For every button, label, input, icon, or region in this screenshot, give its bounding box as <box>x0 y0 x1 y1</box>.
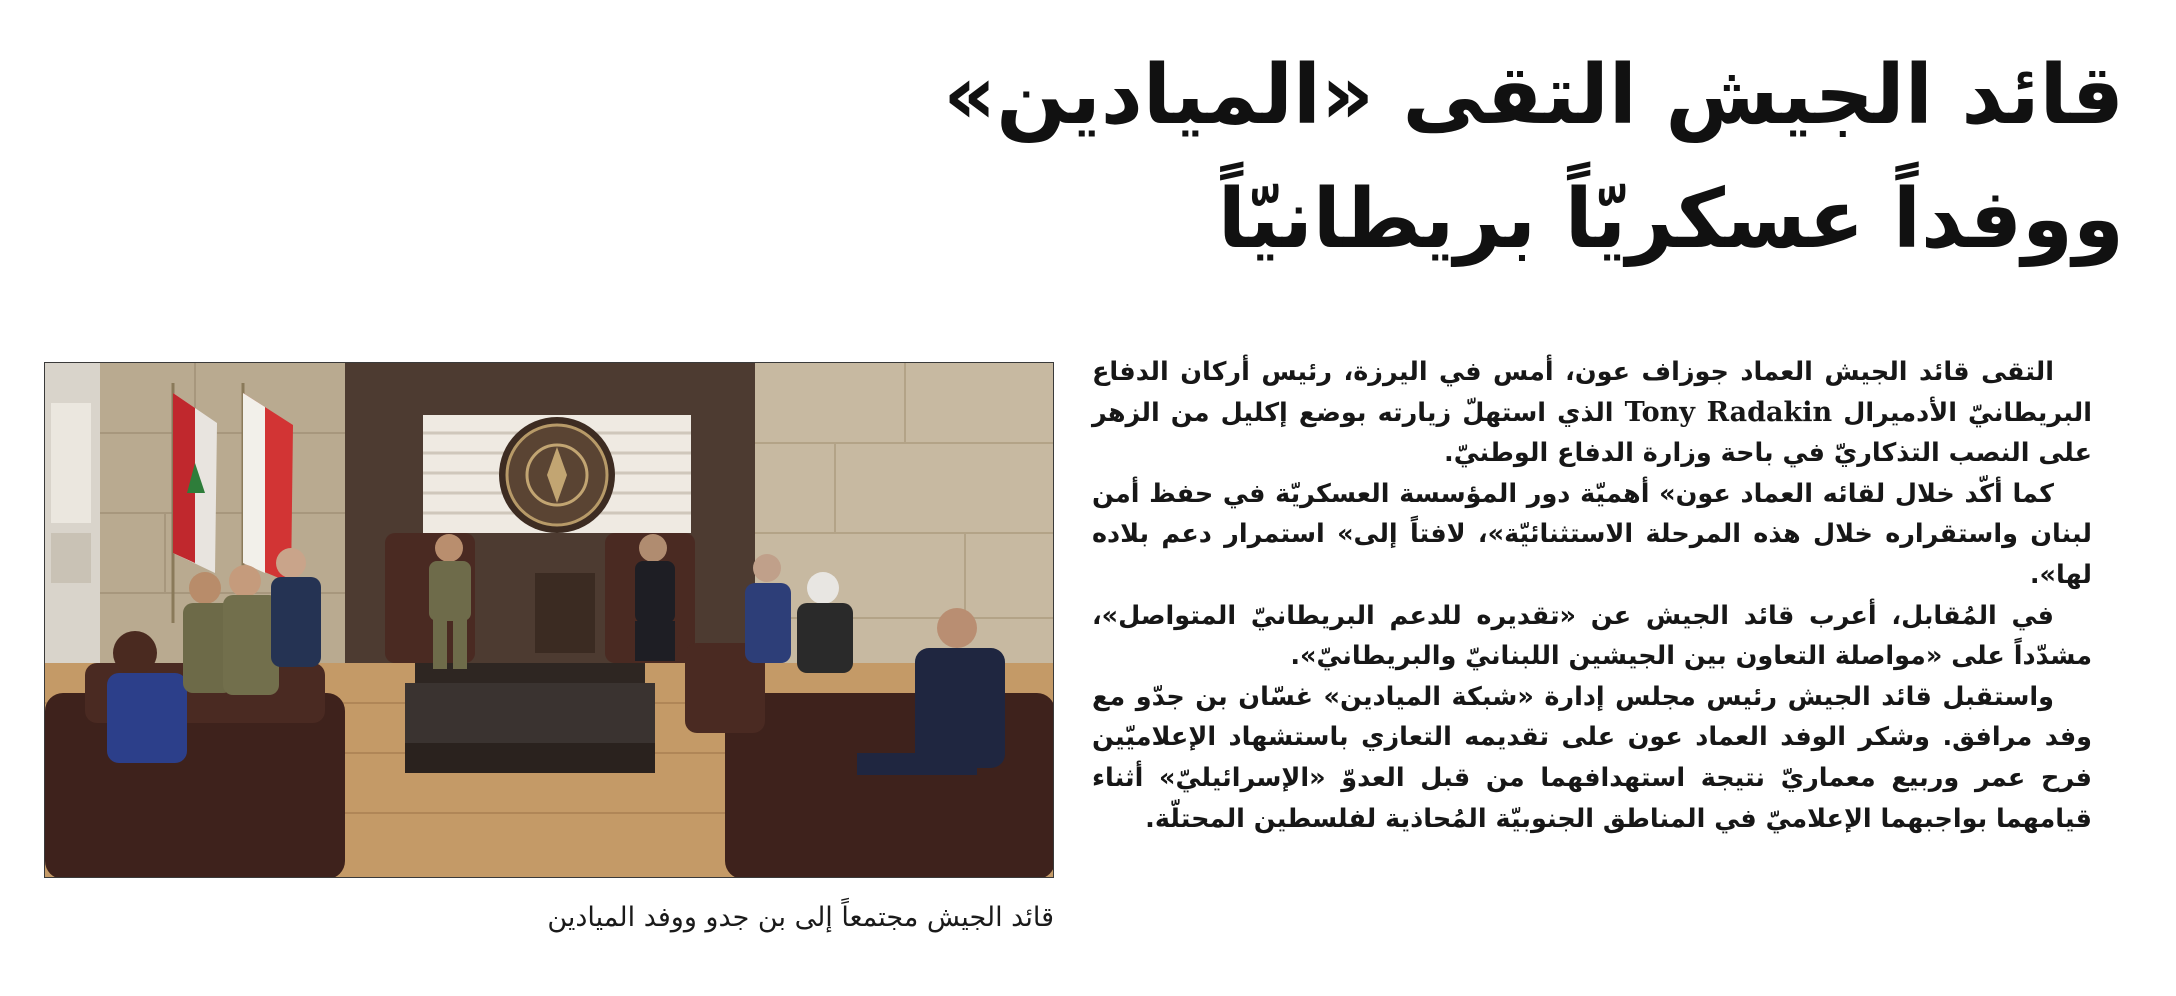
article-paragraph-1 <box>1092 352 2092 474</box>
article-paragraph-4: واستقبل قائد الجيش رئيس مجلس إدارة «شبكة الميادين» غسّان بن جدّو مع وفد مرافق. وشكر الوفد العماد عون على تقديمه التعازي باستشهاد الإعلاميّين فرح عمر وربيع معماريّ نتيجة استهدافهما من قبل العدوّ «الإسرائيليّ» أثناء قيامهما بواجبهما الإعلاميّ في المناطق الجنوبيّة المُحاذية لفلسطين المحتلّة. <box>1092 681 2092 834</box>
paragraph-1-text-b: الذي استهلّ زيارته بوضع إكليل من الزهر على النصب التذكاريّ في باحة وزارة الدفاع الوطنيّ. <box>1092 397 2092 469</box>
headline-line-2: ووفداً عسكريّاً بريطانيّاً <box>1217 172 2124 267</box>
headline-line-1: قائد الجيش التقى «الميادين» <box>943 48 2124 143</box>
paragraph-1-text-a: التقى قائد الجيش العماد جوزاف عون، أمس في اليرزة، رئيس أركان الدفاع البريطانيّ الأدميرال <box>1092 357 2092 428</box>
photo-caption: قائد الجيش مجتمعاً إلى بن جدو ووفد الميادين <box>547 902 1054 933</box>
article-paragraph-2: كما أكّد خلال لقائه العماد عون» أهميّة دور المؤسسة العسكريّة في حفظ أمن لبنان واستقراره خلال هذه المرحلة الاستثنائيّة»، لافتاً إلى» استمرار دعم بلاده لها». <box>1092 478 2092 590</box>
article-paragraph-3: في المُقابل، أعرب قائد الجيش عن «تقديره للدعم البريطانيّ المتواصل»، مشدّداً على «مواصلة التعاون بين الجيشين اللبنانيّ والبريطانيّ». <box>1092 600 2092 672</box>
headline <box>724 34 2124 282</box>
army-emblem-icon <box>499 417 615 533</box>
admiral-name: Tony Radakin <box>1624 396 1833 428</box>
article-body <box>1092 352 2092 839</box>
meeting-photo <box>44 362 1054 878</box>
